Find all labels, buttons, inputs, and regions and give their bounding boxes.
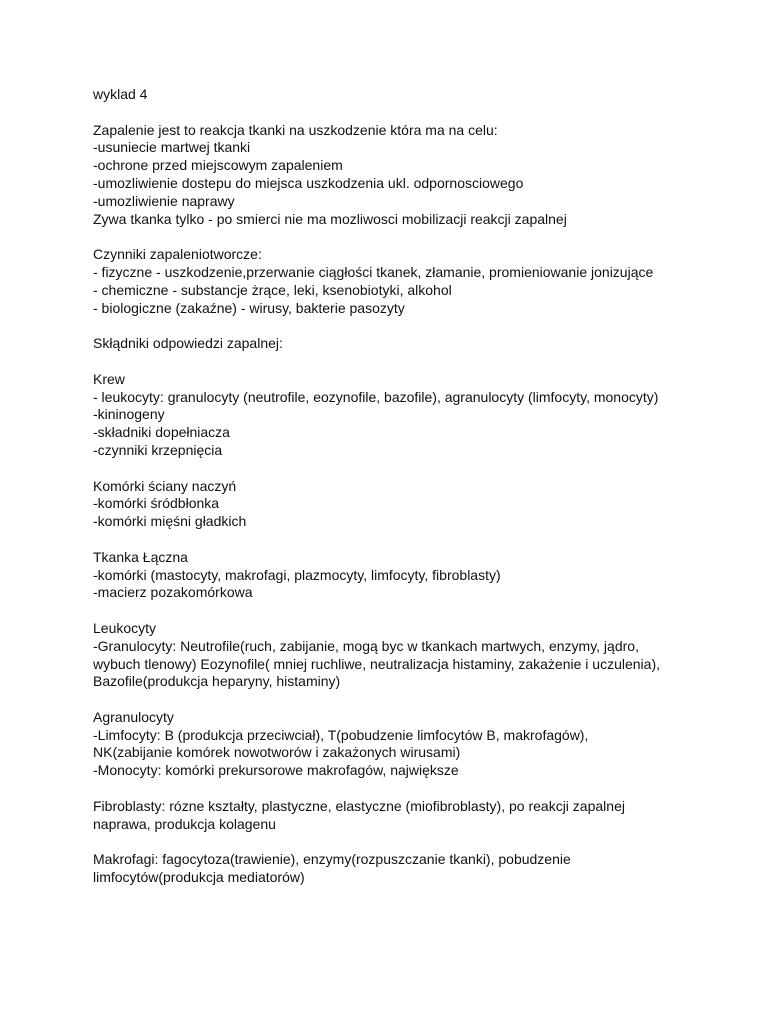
- text-line: -komórki śródbłonka: [93, 495, 220, 512]
- text-line: -umozliwienie dostepu do miejsca uszkodzenia ukl. odpornosciowego: [93, 174, 524, 191]
- text-line: -komórki (mastocyty, makrofagi, plazmocyty, limfocyty, fibroblasty): [93, 566, 501, 583]
- text-line: -składniki dopełniacza: [93, 424, 230, 441]
- section-response-components: [93, 335, 733, 353]
- paragraph-gap: [93, 833, 733, 851]
- text-line: Zapalenie jest to reakcja tkanki na uszkodzenie która ma na celu:: [93, 121, 498, 138]
- section-fibroblasts: [93, 798, 733, 834]
- paragraph-gap: [93, 104, 733, 122]
- text-line: -czynniki krzepnięcia: [93, 441, 223, 458]
- text-line: -macierz pozakomórkowa: [93, 584, 253, 601]
- text-line: -umozliwienie naprawy: [93, 192, 235, 209]
- paragraph-gap: [93, 353, 733, 371]
- text-line: Bazofile(produkcja heparyny, histaminy): [93, 673, 341, 690]
- section-heading: Komórki ściany naczyń: [93, 477, 237, 494]
- document-body: [93, 86, 733, 887]
- section-macrophages: [93, 851, 733, 887]
- paragraph-gap: [93, 602, 733, 620]
- paragraph-gap: [93, 460, 733, 478]
- paragraph-gap: [93, 317, 733, 335]
- section-agranulocytes: [93, 709, 733, 780]
- section-heading: Leukocyty: [93, 619, 157, 636]
- text-line: Zywa tkanka tylko - po smierci nie ma mozliwosci mobilizacji reakcji zapalnej: [93, 210, 567, 227]
- section-heading: Czynniki zapaleniotworcze:: [93, 246, 262, 263]
- paragraph-gap: [93, 531, 733, 549]
- section-connective-tissue: [93, 549, 733, 602]
- text-line: -komórki mięśni gładkich: [93, 513, 247, 530]
- section-heading: Agranulocyty: [93, 708, 174, 725]
- text-line: -Monocyty: komórki prekursorowe makrofagów, największe: [93, 762, 459, 779]
- section-inflammatory-factors: [93, 246, 733, 317]
- document-title: wyklad 4: [93, 86, 148, 102]
- text-line: -usuniecie martwej tkanki: [93, 139, 251, 156]
- section-heading: Krew: [93, 370, 125, 387]
- text-line: -kininogeny: [93, 406, 165, 423]
- text-line: limfocytów(produkcja mediatorów): [93, 869, 305, 886]
- text-line: Makrofagi: fagocytoza(trawienie), enzymy(rozpuszczanie tkanki), pobudzenie: [93, 851, 571, 868]
- text-line: Fibroblasty: rózne kształty, plastyczne, elastyczne (miofibroblasty), po reakcji zapalnej: [93, 797, 625, 814]
- text-line: -Limfocyty: B (produkcja przeciwciał), T(pobudzenie limfocytów B, makrofagów),: [93, 726, 589, 743]
- section-heading: Tkanka Łączna: [93, 548, 188, 565]
- section-blood: [93, 371, 733, 460]
- text-line: NK(zabijanie komórek nowotworów i zakażonych wirusami): [93, 744, 461, 761]
- text-line: wybuch tlenowy) Eozynofile( mniej ruchliwe, neutralizacja histaminy, zakażenie i uczulenia),: [93, 655, 660, 672]
- section-leukocytes: [93, 620, 733, 691]
- text-line: - fizyczne - uszkodzenie,przerwanie ciągłości tkanek, złamanie, promieniowanie jonizujące: [93, 263, 654, 280]
- text-line: naprawa, produkcja kolagenu: [93, 815, 276, 832]
- section-heading: Skłądniki odpowiedzi zapalnej:: [93, 335, 283, 352]
- text-line: - leukocyty: granulocyty (neutrofile, eozynofile, bazofile), agranulocyty (limfocyty, monocyty): [93, 388, 659, 405]
- text-line: -Granulocyty: Neutrofile(ruch, zabijanie, mogą byc w tkankach martwych, enzymy, jądro,: [93, 637, 639, 654]
- paragraph-gap: [93, 228, 733, 246]
- paragraph-gap: [93, 691, 733, 709]
- text-line: - biologiczne (zakaźne) - wirusy, bakterie pasozyty: [93, 299, 405, 316]
- text-line: -ochrone przed miejscowym zapaleniem: [93, 157, 343, 174]
- paragraph-gap: [93, 780, 733, 798]
- text-line: - chemiczne - substancje żrące, leki, ksenobiotyki, alkohol: [93, 281, 452, 298]
- section-vessel-wall-cells: [93, 478, 733, 531]
- section-inflammation-definition: [93, 122, 733, 229]
